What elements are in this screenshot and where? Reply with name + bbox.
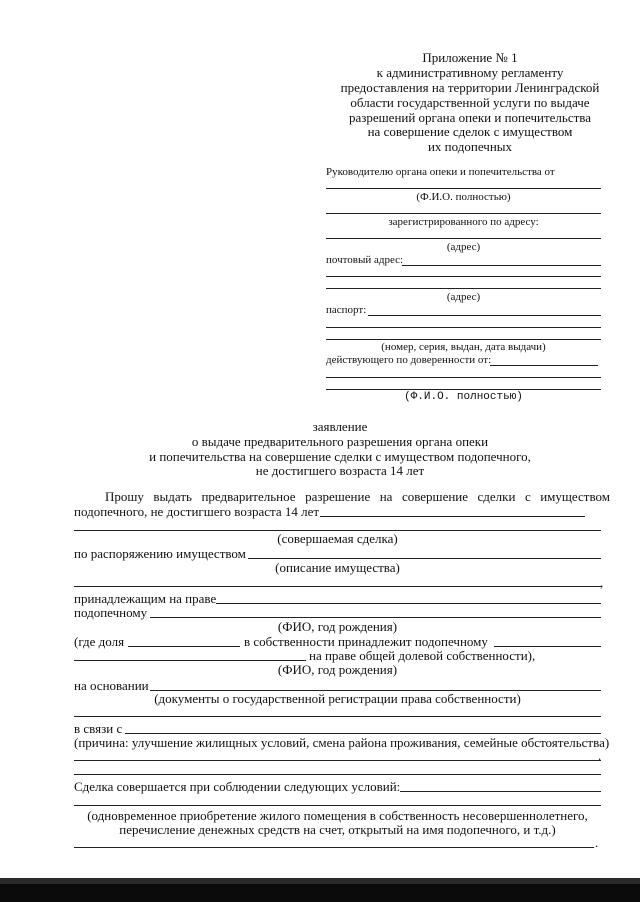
- appendix-line: на совершение сделок с имуществом: [367, 124, 573, 139]
- fio-line[interactable]: [326, 188, 601, 189]
- appendix-line: к административному регламенту: [376, 65, 564, 80]
- address-hint-2: (адрес): [446, 291, 481, 303]
- share-label: (где доля: [74, 634, 125, 649]
- passport-label: паспорт:: [326, 304, 367, 316]
- owned-line[interactable]: [216, 603, 601, 604]
- conditions-line[interactable]: [400, 791, 601, 792]
- appendix-line: разрешений органа опеки и попечительства: [348, 110, 592, 125]
- property-line[interactable]: [74, 586, 601, 587]
- passport-hint: (номер, серия, выдан, дата выдачи): [381, 341, 546, 353]
- passport-line-2[interactable]: [326, 327, 601, 328]
- basis-label: на основании: [74, 678, 149, 693]
- title-line: о выдаче предварительного разрешения органа опеки: [191, 434, 489, 449]
- owned-label: принадлежащим на праве: [74, 591, 217, 606]
- address-line[interactable]: [326, 238, 601, 239]
- reason-line[interactable]: [125, 733, 601, 734]
- addressee-to: Руководителю органа опеки и попечительства от: [326, 166, 555, 178]
- passport-line[interactable]: [368, 315, 601, 316]
- address-hint: (адрес): [446, 241, 481, 253]
- share-right-label: на праве общей долевой собственности),: [309, 648, 536, 663]
- postal-label: почтовый адрес:: [326, 254, 404, 266]
- appendix-line: предоставления на территории Ленинградской: [340, 80, 600, 95]
- fio-line-2[interactable]: [326, 213, 601, 214]
- deal-hint: (совершаемая сделка): [277, 531, 398, 546]
- fio-hint-2: (Ф.И.О. полностью): [404, 391, 523, 403]
- disposal-label: по распоряжению имуществом: [74, 546, 246, 561]
- conditions-line-2[interactable]: [74, 805, 601, 806]
- postal-line-2[interactable]: [326, 276, 601, 277]
- reason-label: в связи с: [74, 721, 123, 736]
- coowner-line[interactable]: [74, 660, 306, 661]
- comma: ,: [600, 575, 604, 590]
- conditions-line-3[interactable]: [74, 847, 594, 848]
- property-hint: (описание имущества): [275, 560, 400, 575]
- fio-year-hint-2: (ФИО, год рождения): [277, 662, 398, 677]
- ward-line[interactable]: [150, 617, 601, 618]
- docs-line[interactable]: [74, 716, 601, 717]
- title-line: заявление: [312, 419, 368, 434]
- conditions-hint-2: перечисление денежных средств на счет, открытый на имя подопечного, и т.д.): [119, 822, 556, 837]
- postal-line-3[interactable]: [326, 288, 601, 289]
- conditions-hint: (одновременное приобретение жилого помещения в собственность несовершеннолетнего,: [87, 808, 588, 823]
- appendix-line: области государственной услуги по выдаче: [350, 95, 590, 110]
- share-owner-label: в собственности принадлежит подопечному: [244, 634, 488, 649]
- proxy-line-3[interactable]: [326, 389, 601, 390]
- passport-line-3[interactable]: [326, 339, 601, 340]
- reason-hint: (причина: улучшение жилищных условий, смена района проживания, семейные обстоятельства): [74, 735, 610, 750]
- intro-text-2: подопечного, не достигшего возраста 14 лет: [74, 504, 320, 519]
- proxy-line-2[interactable]: [326, 377, 601, 378]
- title-line: и попечительства на совершение сделки с имуществом подопечного,: [149, 449, 531, 464]
- conditions-label: Сделка совершается при соблюдении следующих условий:: [74, 779, 401, 794]
- reason-line-3[interactable]: [74, 774, 601, 775]
- appendix-number: Приложение № 1: [422, 50, 518, 65]
- share-line[interactable]: [128, 646, 240, 647]
- dot-2: .: [595, 835, 599, 850]
- disposal-line[interactable]: [248, 558, 601, 559]
- age-line[interactable]: [320, 516, 585, 517]
- postal-line[interactable]: [402, 265, 601, 266]
- dot: .: [598, 748, 602, 763]
- proxy-line[interactable]: [490, 365, 598, 366]
- fio-hint: (Ф.И.О. полностью): [416, 191, 511, 203]
- intro-text: Прошу выдать предварительное разрешение на совершение сделки с имуществом: [105, 489, 610, 504]
- docs-hint: (документы о государственной регистрации права собственности): [154, 691, 521, 706]
- scan-edge-bar: [0, 884, 640, 902]
- appendix-line: их подопечных: [427, 139, 513, 154]
- ward-label: подопечному: [74, 605, 148, 620]
- proxy-label: действующего по доверенности от:: [326, 354, 492, 366]
- reason-line-2[interactable]: [74, 760, 601, 761]
- fio-year-hint: (ФИО, год рождения): [277, 619, 398, 634]
- registered-label: зарегистрированного по адресу:: [388, 216, 539, 228]
- share-owner-line[interactable]: [494, 646, 601, 647]
- title-line: не достигшего возраста 14 лет: [255, 463, 425, 478]
